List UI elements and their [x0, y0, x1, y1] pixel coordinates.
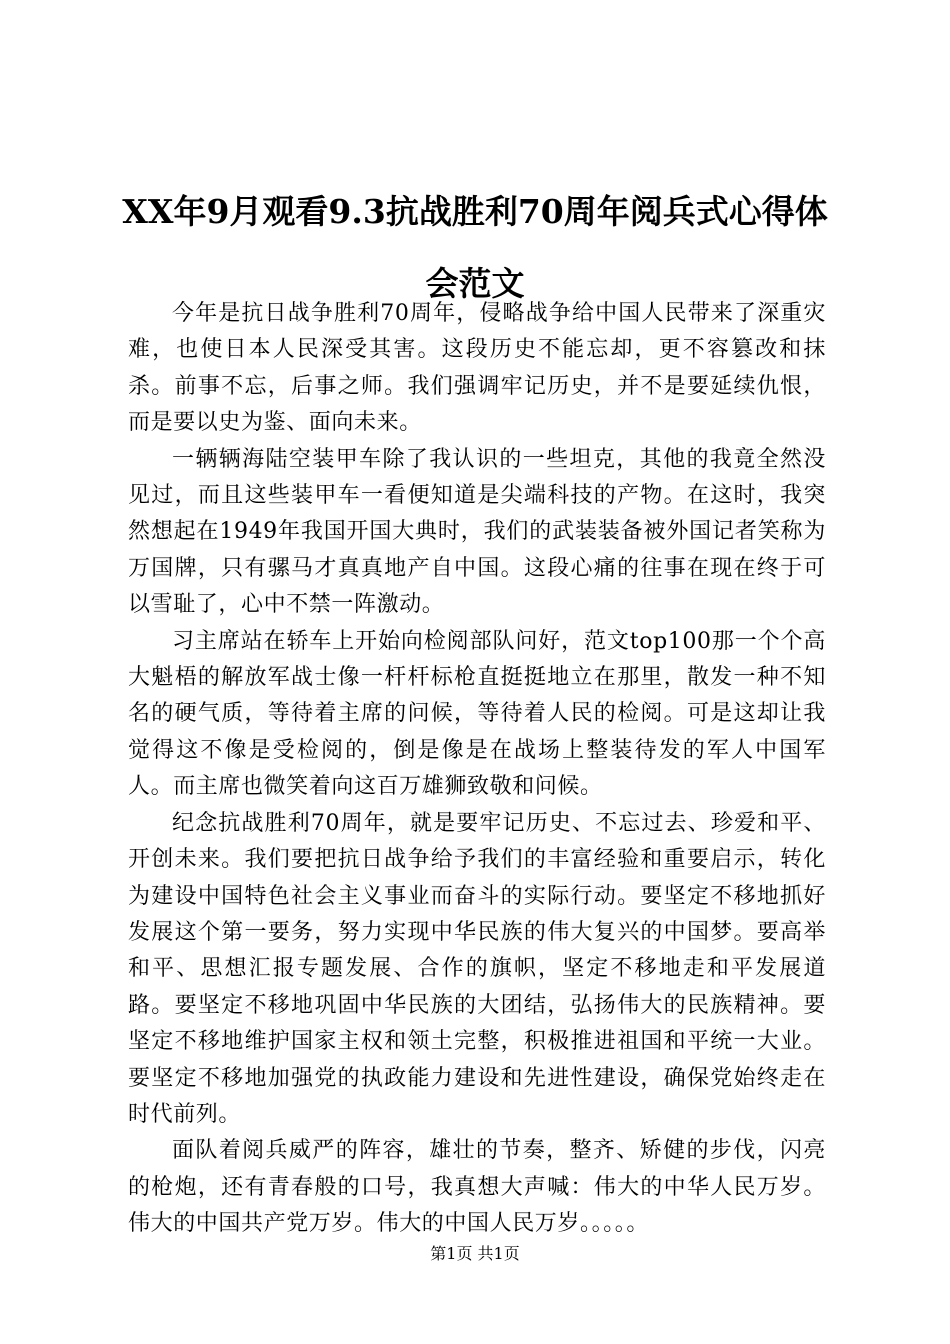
page-footer: 第1页 共1页 — [430, 1244, 520, 1263]
paragraph: 习主席站在轿车上开始向检阅部队问好，范文top100那一个个高大魁梧的解放军战士像一杆杆标枪直挺挺地立在那里，散发一种不知名的硬气质，等待着主席的问候，等待着人民的检阅。可是这却让我觉得这不像是受检阅的，倒是像是在战场上整装待发的军人中国军人。而主席也微笑着向这百万雄狮致敬和问候。 — [128, 628, 826, 800]
paragraph: 纪念抗战胜利70周年，就是要牢记历史、不忘过去、珍爱和平、开创未来。我们要把抗日战争给予我们的丰富经验和重要启示，转化为建设中国特色社会主义事业而奋斗的实际行动。要坚定不移地抓好发展这个第一要务，努力实现中华民族的伟大复兴的中国梦。要高举和平、思想汇报专题发展、合作的旗帜，坚定不移地走和平发展道路。要坚定不移地巩固中华民族的大团结，弘扬伟大的民族精神。要坚定不移地维护国家主权和领土完整，积极推进祖国和平统一大业。要坚定不移地加强党的执政能力建设和先进性建设，确保党始终走在时代前列。 — [128, 810, 826, 1127]
document-body — [128, 296, 826, 1243]
paragraph: 面队着阅兵威严的阵容，雄壮的节奏，整齐、矫健的步伐，闪亮的枪炮，还有青春般的口号，我真想大声喊：伟大的中华人民万岁。伟大的中国共产党万岁。伟大的中国人民万岁。。。。。 — [128, 1138, 826, 1237]
paragraph: 一辆辆海陆空装甲车除了我认识的一些坦克，其他的我竟全然没见过，而且这些装甲车一看便知道是尖端科技的产物。在这时，我突然想起在1949年我国开国大典时，我们的武装装备被外国记者笑称为万国牌，只有骡马才真真地产自中国。这段心痛的往事在现在终于可以雪耻了，心中不禁一阵激动。 — [128, 446, 826, 618]
paragraph: 今年是抗日战争胜利70周年，侵略战争给中国人民带来了深重灾难，也使日本人民深受其害。这段历史不能忘却，更不容篡改和抹杀。前事不忘，后事之师。我们强调牢记历史，并不是要延续仇恨，而是要以史为鉴、面向未来。 — [128, 301, 826, 436]
document-title: XX年9月观看9.3抗战胜利70周年阅兵式心得体会范文 — [122, 192, 828, 303]
